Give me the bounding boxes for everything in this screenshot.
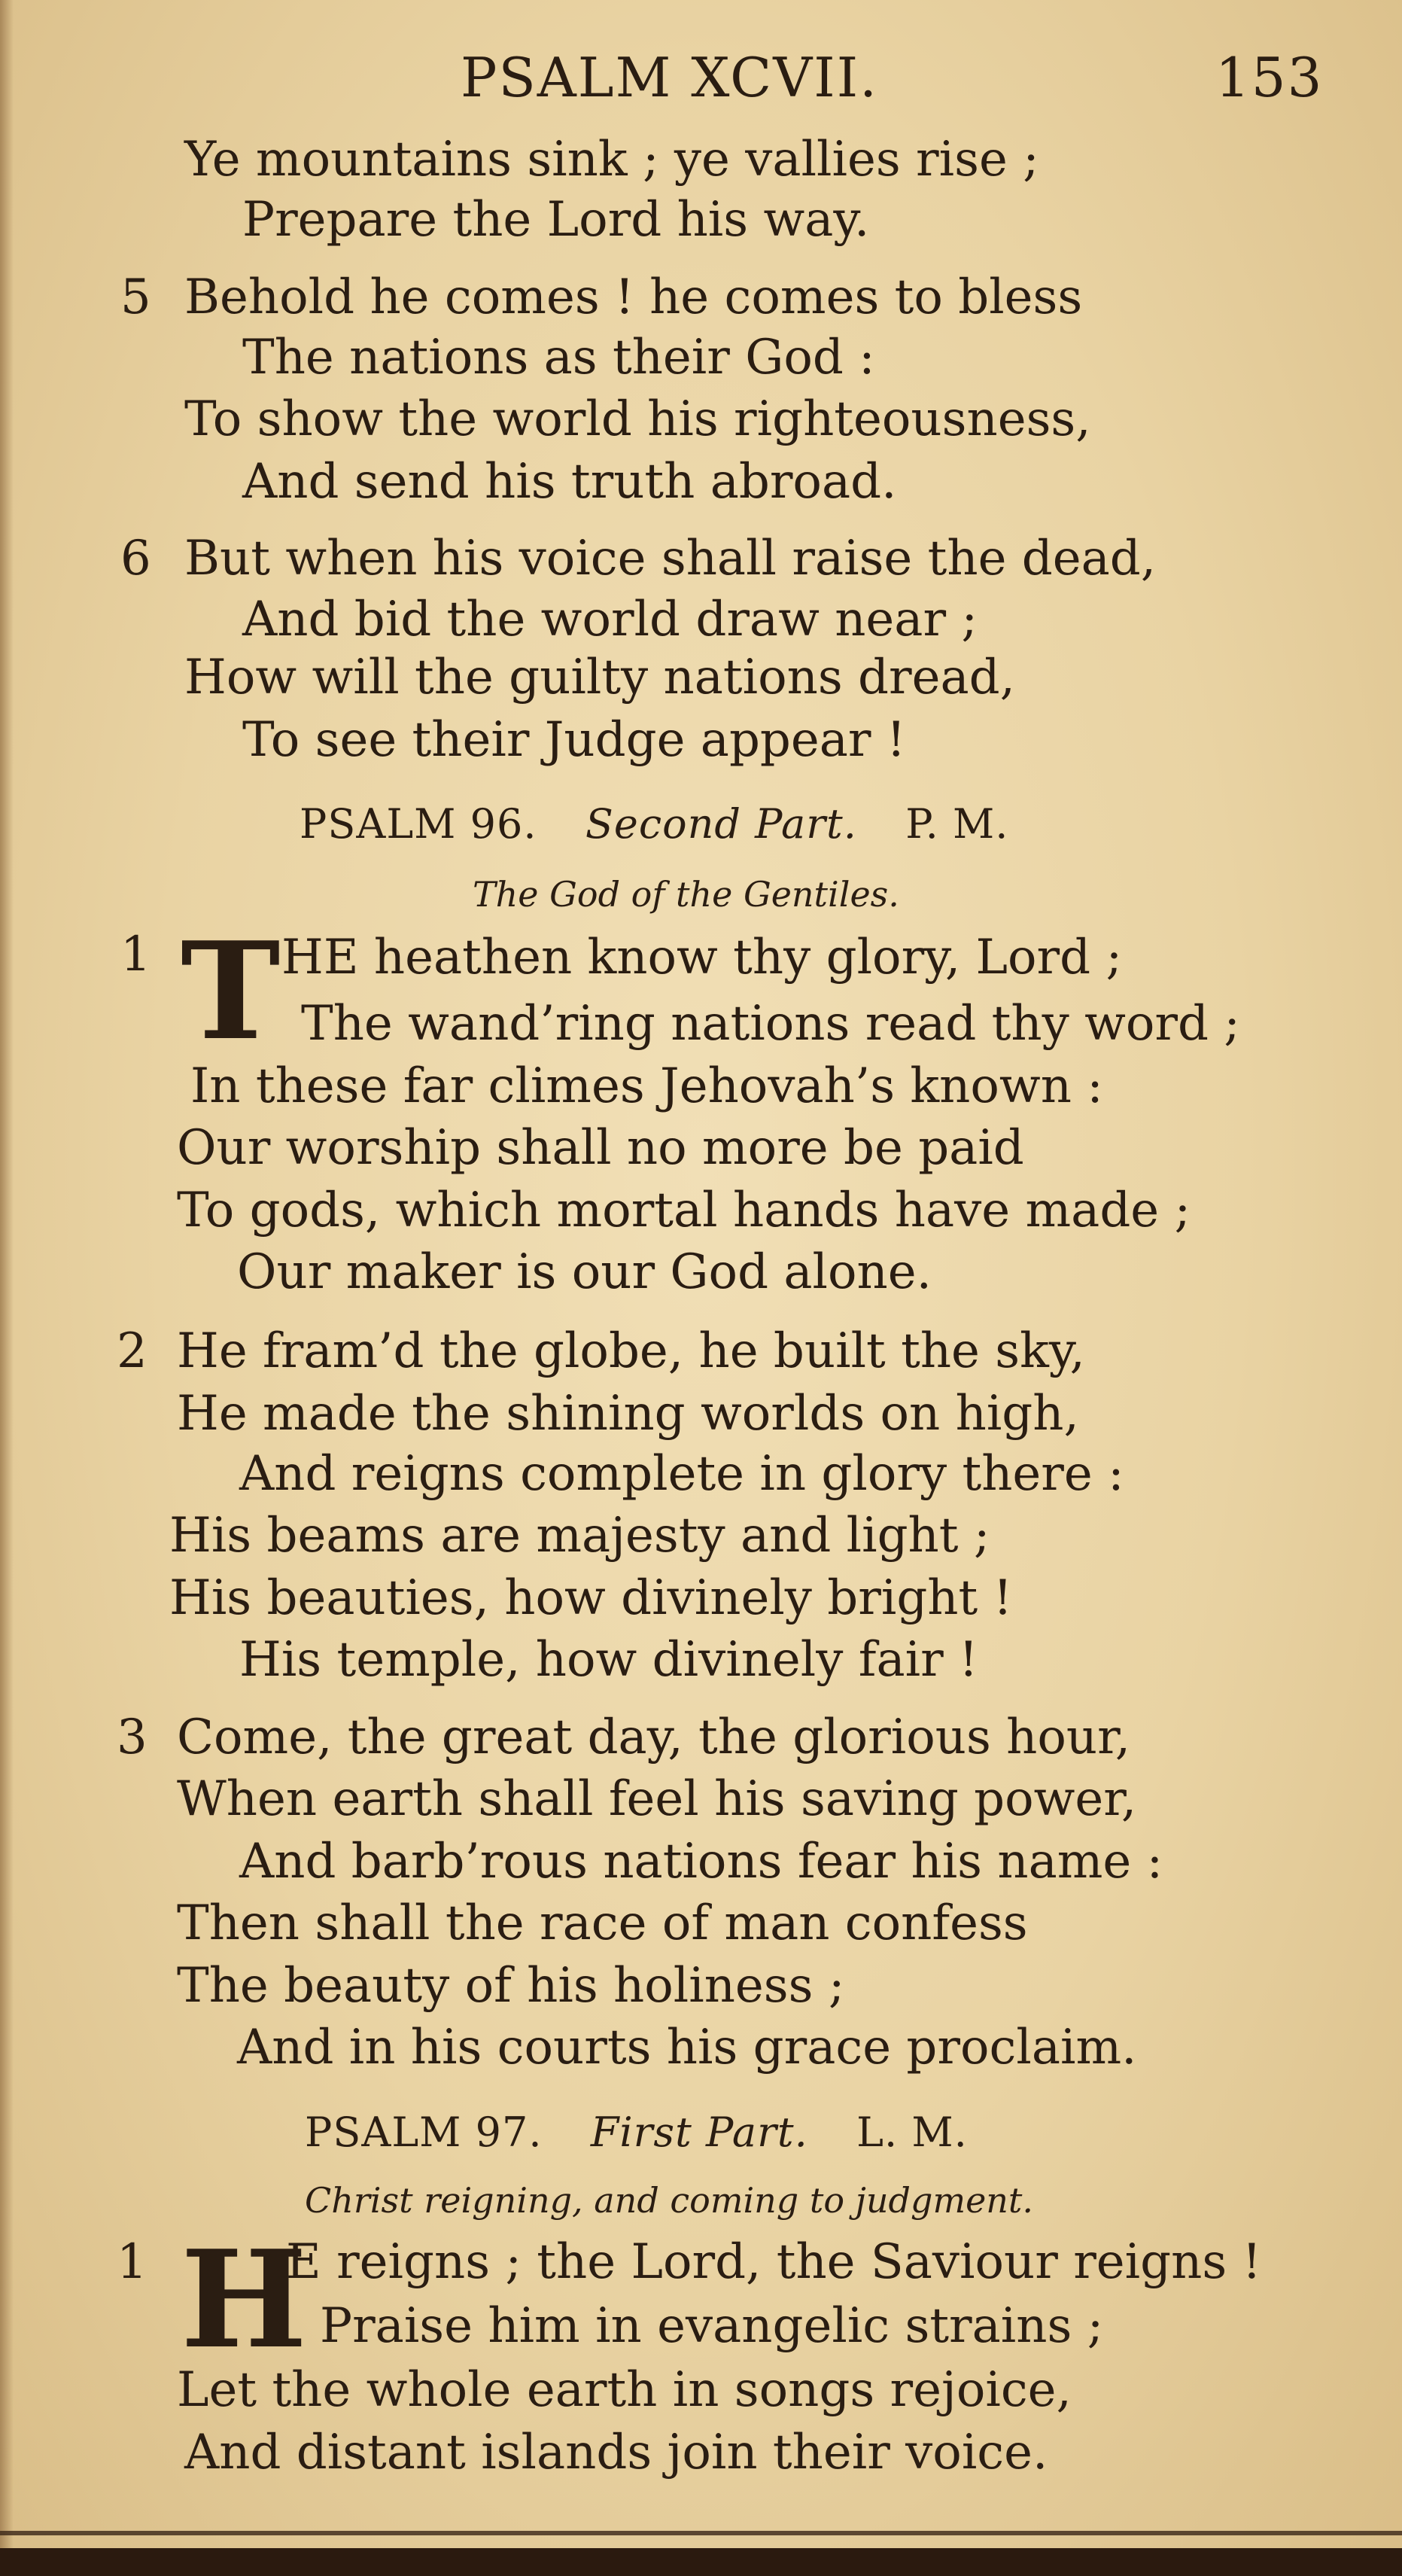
verse-line: And in his courts his grace proclaim.: [237, 2020, 1137, 2075]
verse-line: When earth shall feel his saving power,: [177, 1771, 1137, 1827]
verse-line: HE heathen know thy glory, Lord ;: [281, 930, 1122, 985]
verse-line: The nations as their God :: [242, 330, 875, 385]
verse-line: Prepare the Lord his way.: [242, 192, 870, 248]
verse-line: Come, the great day, the glorious hour,: [177, 1710, 1131, 1765]
verse-line: And send his truth abroad.: [242, 454, 897, 510]
verse-line: In these far climes Jehovah’s known :: [190, 1058, 1103, 1114]
stanza-number: 6: [120, 531, 151, 586]
verse-line: His beams are majesty and light ;: [169, 1508, 990, 1564]
page-bottom-rule: [0, 2531, 1402, 2535]
psalm-meter: P. M.: [905, 800, 1009, 848]
verse-line: His temple, how divinely fair !: [239, 1632, 978, 1688]
verse-line: To show the world his righteousness,: [184, 391, 1091, 447]
verse-line: To see their Judge appear !: [242, 712, 906, 768]
psalm-number: PSALM 96.: [300, 800, 537, 848]
verse-line: Ye mountains sink ; ye vallies rise ;: [184, 132, 1039, 187]
verse-line: Our maker is our God alone.: [237, 1244, 932, 1300]
drop-cap-letter: H: [181, 2221, 308, 2378]
stanza-number: 1: [120, 927, 151, 982]
verse-line: But when his voice shall raise the dead,: [184, 531, 1157, 586]
verse-line: He made the shining worlds on high,: [177, 1386, 1079, 1442]
verse-line: Then shall the race of man confess: [177, 1895, 1028, 1951]
stanza-number: 1: [117, 2234, 147, 2290]
verse-line: To gods, which mortal hands have made ;: [177, 1183, 1191, 1238]
verse-line: And distant islands join their voice.: [184, 2425, 1048, 2480]
verse-line: Our worship shall no more be paid: [177, 1120, 1024, 1176]
verse-line: He fram’d the globe, he built the sky,: [177, 1323, 1085, 1379]
verse-line: The beauty of his holiness ;: [177, 1958, 845, 2014]
verse-line: The wand’ring nations read thy word ;: [301, 996, 1240, 1052]
psalm-heading: [300, 798, 1008, 851]
psalm-meter: L. M.: [856, 2109, 968, 2156]
stanza-number: 5: [120, 269, 151, 325]
psalm-subtitle: The God of the Gentiles.: [473, 874, 899, 915]
verse-line: Behold he comes ! he comes to bless: [184, 269, 1083, 325]
psalm-subtitle: Christ reigning, and coming to judgment.: [305, 2180, 1034, 2221]
verse-line: And reigns complete in glory there :: [239, 1446, 1124, 1502]
verse-line: And bid the world draw near ;: [242, 592, 978, 647]
psalm-part: First Part.: [590, 2109, 808, 2156]
verse-line: How will the guilty nations dread,: [184, 650, 1015, 705]
verse-line: Let the whole earth in songs rejoice,: [177, 2362, 1072, 2418]
psalm-heading: [305, 2106, 968, 2159]
page-edge-shadow: [0, 0, 14, 2576]
drop-cap-letter: T: [181, 912, 281, 1070]
page-number: 153: [1215, 46, 1324, 109]
verse-line: His beauties, how divinely bright !: [169, 1570, 1013, 1626]
stanza-number: 2: [117, 1323, 147, 1379]
stanza-number: 3: [117, 1710, 147, 1765]
verse-line: E reigns ; the Lord, the Saviour reigns !: [286, 2234, 1262, 2290]
page-bottom-edge: [0, 2548, 1402, 2576]
psalm-part: Second Part.: [585, 800, 857, 848]
verse-line: Praise him in evangelic strains ;: [320, 2298, 1104, 2354]
psalm-number: PSALM 97.: [305, 2109, 543, 2156]
running-title: PSALM XCVII.: [461, 46, 879, 109]
verse-line: And barb’rous nations fear his name :: [239, 1834, 1163, 1889]
